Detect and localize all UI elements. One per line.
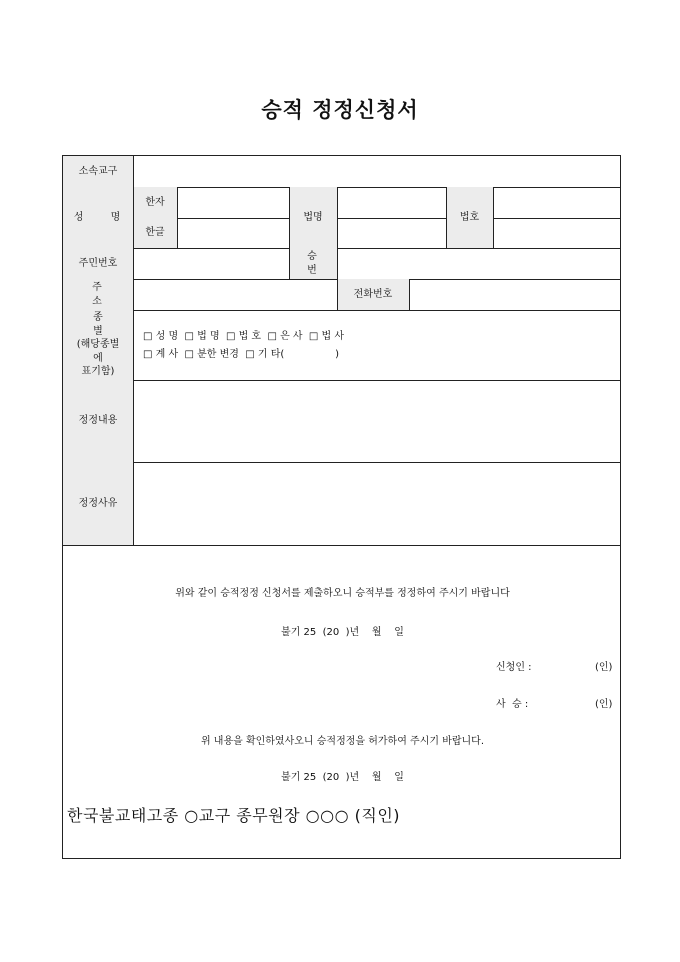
type-label-line: 표기함) <box>81 366 115 378</box>
hanja-label: 한자 <box>133 187 177 218</box>
resident-no-field[interactable] <box>134 248 289 279</box>
type-label-line: 종 별 <box>93 312 115 337</box>
page-title: 승적 정정신청서 <box>261 98 419 122</box>
monk-no-field[interactable] <box>338 248 620 279</box>
phone-field[interactable] <box>410 279 620 310</box>
col-divider <box>289 187 290 279</box>
row-divider <box>63 545 620 546</box>
type-label-line: (해당종별 <box>76 339 120 351</box>
applicant-label: 신청인 : <box>496 662 532 673</box>
correction-reason-field[interactable] <box>134 463 620 545</box>
phone-label: 전화번호 <box>337 279 409 310</box>
hangul-name-field[interactable] <box>178 218 289 248</box>
address-field[interactable] <box>134 279 337 310</box>
approval-statement: 위 내용을 확인하였사오니 승적정정을 허가하여 주시기 바랍니다. <box>200 736 485 747</box>
type-options[interactable] <box>143 328 613 368</box>
date-line: 불기 25 (20 )년 월 일 <box>281 627 404 638</box>
teacher-label: 사 승 : <box>496 699 529 710</box>
applicant-seal: (인) <box>595 662 613 673</box>
hanja-name-field[interactable] <box>178 187 289 218</box>
type-label <box>63 310 133 380</box>
correction-content-label: 정정내용 <box>63 380 133 462</box>
dharma-no-field[interactable] <box>494 187 620 218</box>
issuer-signature: 한국불교태고종 ○교구 종무원장 ○○○ (직인) <box>67 806 401 825</box>
dharma-name-field[interactable] <box>338 187 446 218</box>
correction-content-field[interactable] <box>134 381 620 462</box>
district-label: 소속교구 <box>63 156 133 187</box>
monk-no-label: 승 번 <box>289 248 337 279</box>
dharma-no-label: 법호 <box>446 187 493 248</box>
teacher-seal: (인) <box>595 699 613 710</box>
request-statement: 위와 같이 승적정정 신청서를 제출하오니 승적부를 정정하여 주시기 바랍니다 <box>175 588 510 599</box>
resident-no-label: 주민번호 <box>63 248 133 279</box>
type-label-line: 에 <box>93 352 103 364</box>
district-field[interactable] <box>134 156 620 187</box>
hangul-label: 한글 <box>133 218 177 248</box>
type-options-line[interactable]: □ 계 사 □ 분한 변경 □ 기 타( ) <box>143 349 340 360</box>
name-label: 성 명 <box>63 187 133 248</box>
application-form <box>62 155 621 859</box>
row-divider <box>63 310 620 311</box>
col-divider <box>446 187 447 248</box>
date-line-2: 불기 25 (20 )년 월 일 <box>281 772 404 783</box>
dharma-name-label: 법명 <box>289 187 337 248</box>
correction-reason-label: 정정사유 <box>63 462 133 545</box>
type-options-line[interactable]: □ 성 명 □ 법 명 □ 법 호 □ 은 사 □ 법 사 <box>143 331 345 342</box>
address-label: 주 소 <box>63 279 133 310</box>
